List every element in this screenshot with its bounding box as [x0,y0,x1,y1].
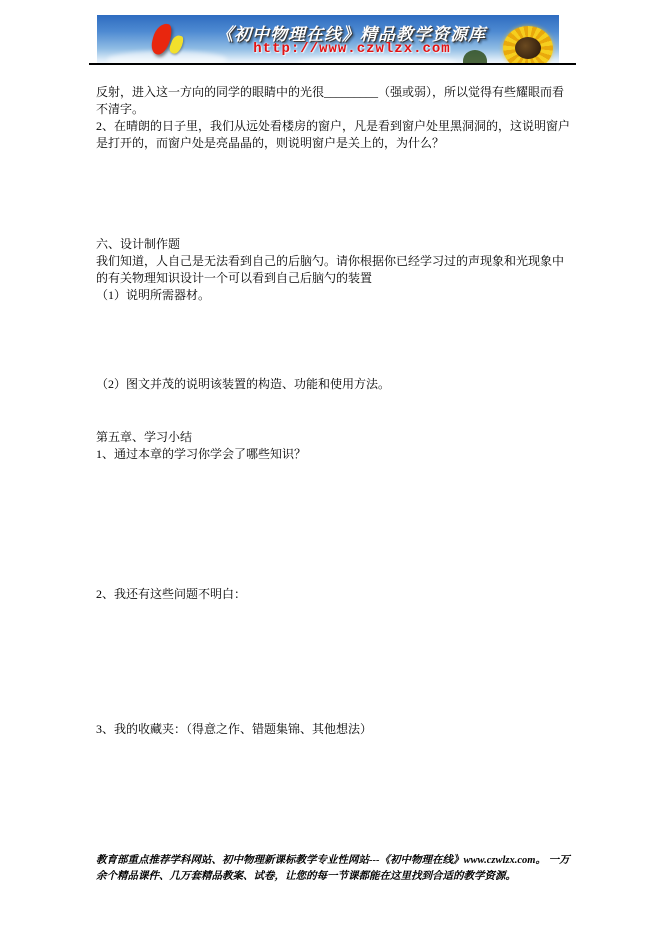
banner-url-link[interactable]: http://www.czwlzx.com [253,41,451,57]
sunflower-icon [503,26,553,63]
section-design-intro: 我们知道，人自己是无法看到自己的后脑勺。请你根据你已经学习过的声现象和光现象中的有关物理知识设计一个可以看到自己后脑勺的装置 [96,254,565,285]
plant-icon [463,50,487,63]
chapter5-item3-block [96,721,574,738]
footer-promo-text: 教育部重点推荐学科网站、初中物理新课标教学专业性网站---《初中物理在线》www.czwlzx.com。 一万余个精品课件、几万套精品教案、试卷，让您的每一节课都能在这里找到合适的教学资源。 [96,855,570,882]
section-design-heading: 六、设计制作题 [96,237,181,251]
section-design-item1: （1）说明所需器材。 [96,288,211,302]
sunflower-center [515,37,541,59]
section-design-item2: （2）图文并茂的说明该装置的构造、功能和使用方法。 [96,377,391,391]
section-design-item2-block [96,376,574,393]
question-block-reflection [96,84,574,152]
chapter5-heading: 第五章、学习小结 [96,430,193,444]
banner-divider-line [89,63,576,65]
chapter5-summary-block [96,429,574,463]
chapter5-item2-block [96,586,574,603]
site-banner [97,15,559,63]
section-design-task [96,236,574,304]
question-2-text: 2、在晴朗的日子里，我们从远处看楼房的窗户，凡是看到窗户处里黑洞洞的，这说明窗户是打开的，而窗户处是亮晶晶的，则说明窗户是关上的，为什么？ [96,119,571,150]
chapter5-item1: 1、通过本章的学习你学会了哪些知识？ [96,447,307,461]
chapter5-item2: 2、我还有这些问题不明白： [96,587,247,601]
banner-title: 《初中物理在线》精品教学资源库 [216,25,486,44]
chapter5-item3: 3、我的收藏夹：（得意之作、错题集锦、其他想法） [96,722,373,736]
question-reflection-text: 反射，进入这一方向的同学的眼睛中的光很_________（强或弱），所以觉得有些耀眼而看不清字。 [96,85,565,116]
site-logo-icon [149,21,189,59]
